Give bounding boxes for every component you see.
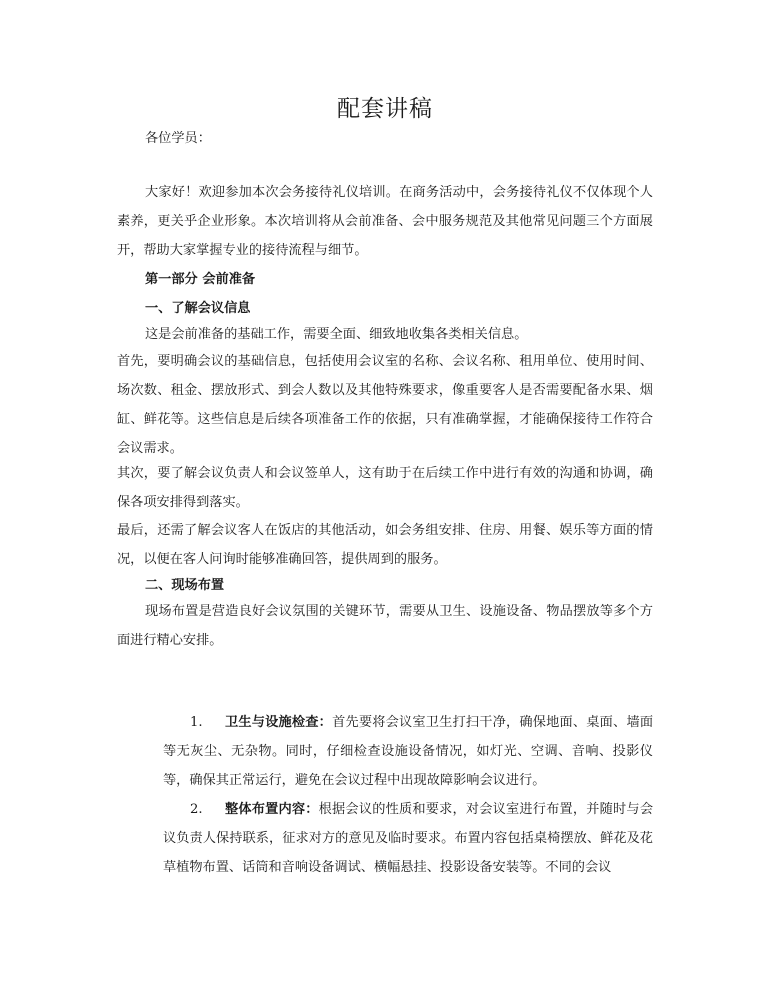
- section-one-paragraph-second: 其次，要了解会议负责人和会议签单人，这有助于在后续工作中进行有效的沟通和协调，确保各项安排得到落实。: [117, 466, 653, 510]
- list-item: [163, 795, 653, 882]
- section-one-heading: 一、了解会议信息: [145, 301, 251, 316]
- section-two-heading: 二、现场布置: [145, 578, 225, 593]
- intro-paragraph: 大家好！欢迎参加本次会务接待礼仪培训。在商务活动中，会务接待礼仪不仅体现个人素养，更关乎企业形象。本次培训将从会前准备、会中服务规范及其他常见问题三个方面展开，帮助大家掌握专业的接待流程与细节。: [117, 185, 653, 258]
- list-item-text: 首先要将会议室卫生打扫干净，确保地面、桌面、墙面等无灰尘、无杂物。同时，仔细检查设施设备情况，如灯光、空调、音响、投影仪等，确保其正常运行，避免在会议过程中出现故障影响会议进行。: [163, 715, 654, 788]
- section-one-paragraph-third: 最后，还需了解会议客人在饭店的其他活动，如会务组安排、住房、用餐、娱乐等方面的情况，以便在客人问询时能够准确回答，提供周到的服务。: [117, 523, 653, 567]
- list-item-number: 2.: [190, 802, 203, 817]
- list-item-label: 整体布置内容：: [225, 802, 319, 817]
- numbered-list: [163, 708, 653, 882]
- list-item: [163, 708, 653, 795]
- section-two-lead: 现场布置是营造良好会议氛围的关键环节，需要从卫生、设施设备、物品摆放等多个方面进行精心安排。: [117, 604, 653, 648]
- list-item-label: 卫生与设施检查：: [225, 715, 333, 730]
- section-one-lead: 这是会前准备的基础工作，需要全面、细致地收集各类相关信息。: [145, 327, 528, 342]
- salutation: 各位学员：: [145, 131, 211, 146]
- section-one-paragraph-first: 首先，要明确会议的基础信息，包括使用会议室的名称、会议名称、租用单位、使用时间、场次数、租金、摆放形式、到会人数以及其他特殊要求，像重要客人是否需要配备水果、烟缸、鲜花等。这些信息是后续各项准备工作的依据，只有准确掌握，才能确保接待工作符合会议需求。: [117, 354, 653, 456]
- page-title: 配套讲稿: [337, 96, 433, 122]
- list-item-number: 1.: [190, 715, 203, 730]
- part-one-heading: 第一部分 会前准备: [145, 272, 256, 287]
- list-item-text: 根据会议的性质和要求，对会议室进行布置，并随时与会议负责人保持联系，征求对方的意见及临时要求。布置内容包括桌椅摆放、鲜花及花草植物布置、话筒和音响设备调试、横幅悬挂、投影设备安装等。不同的会议: [163, 802, 654, 875]
